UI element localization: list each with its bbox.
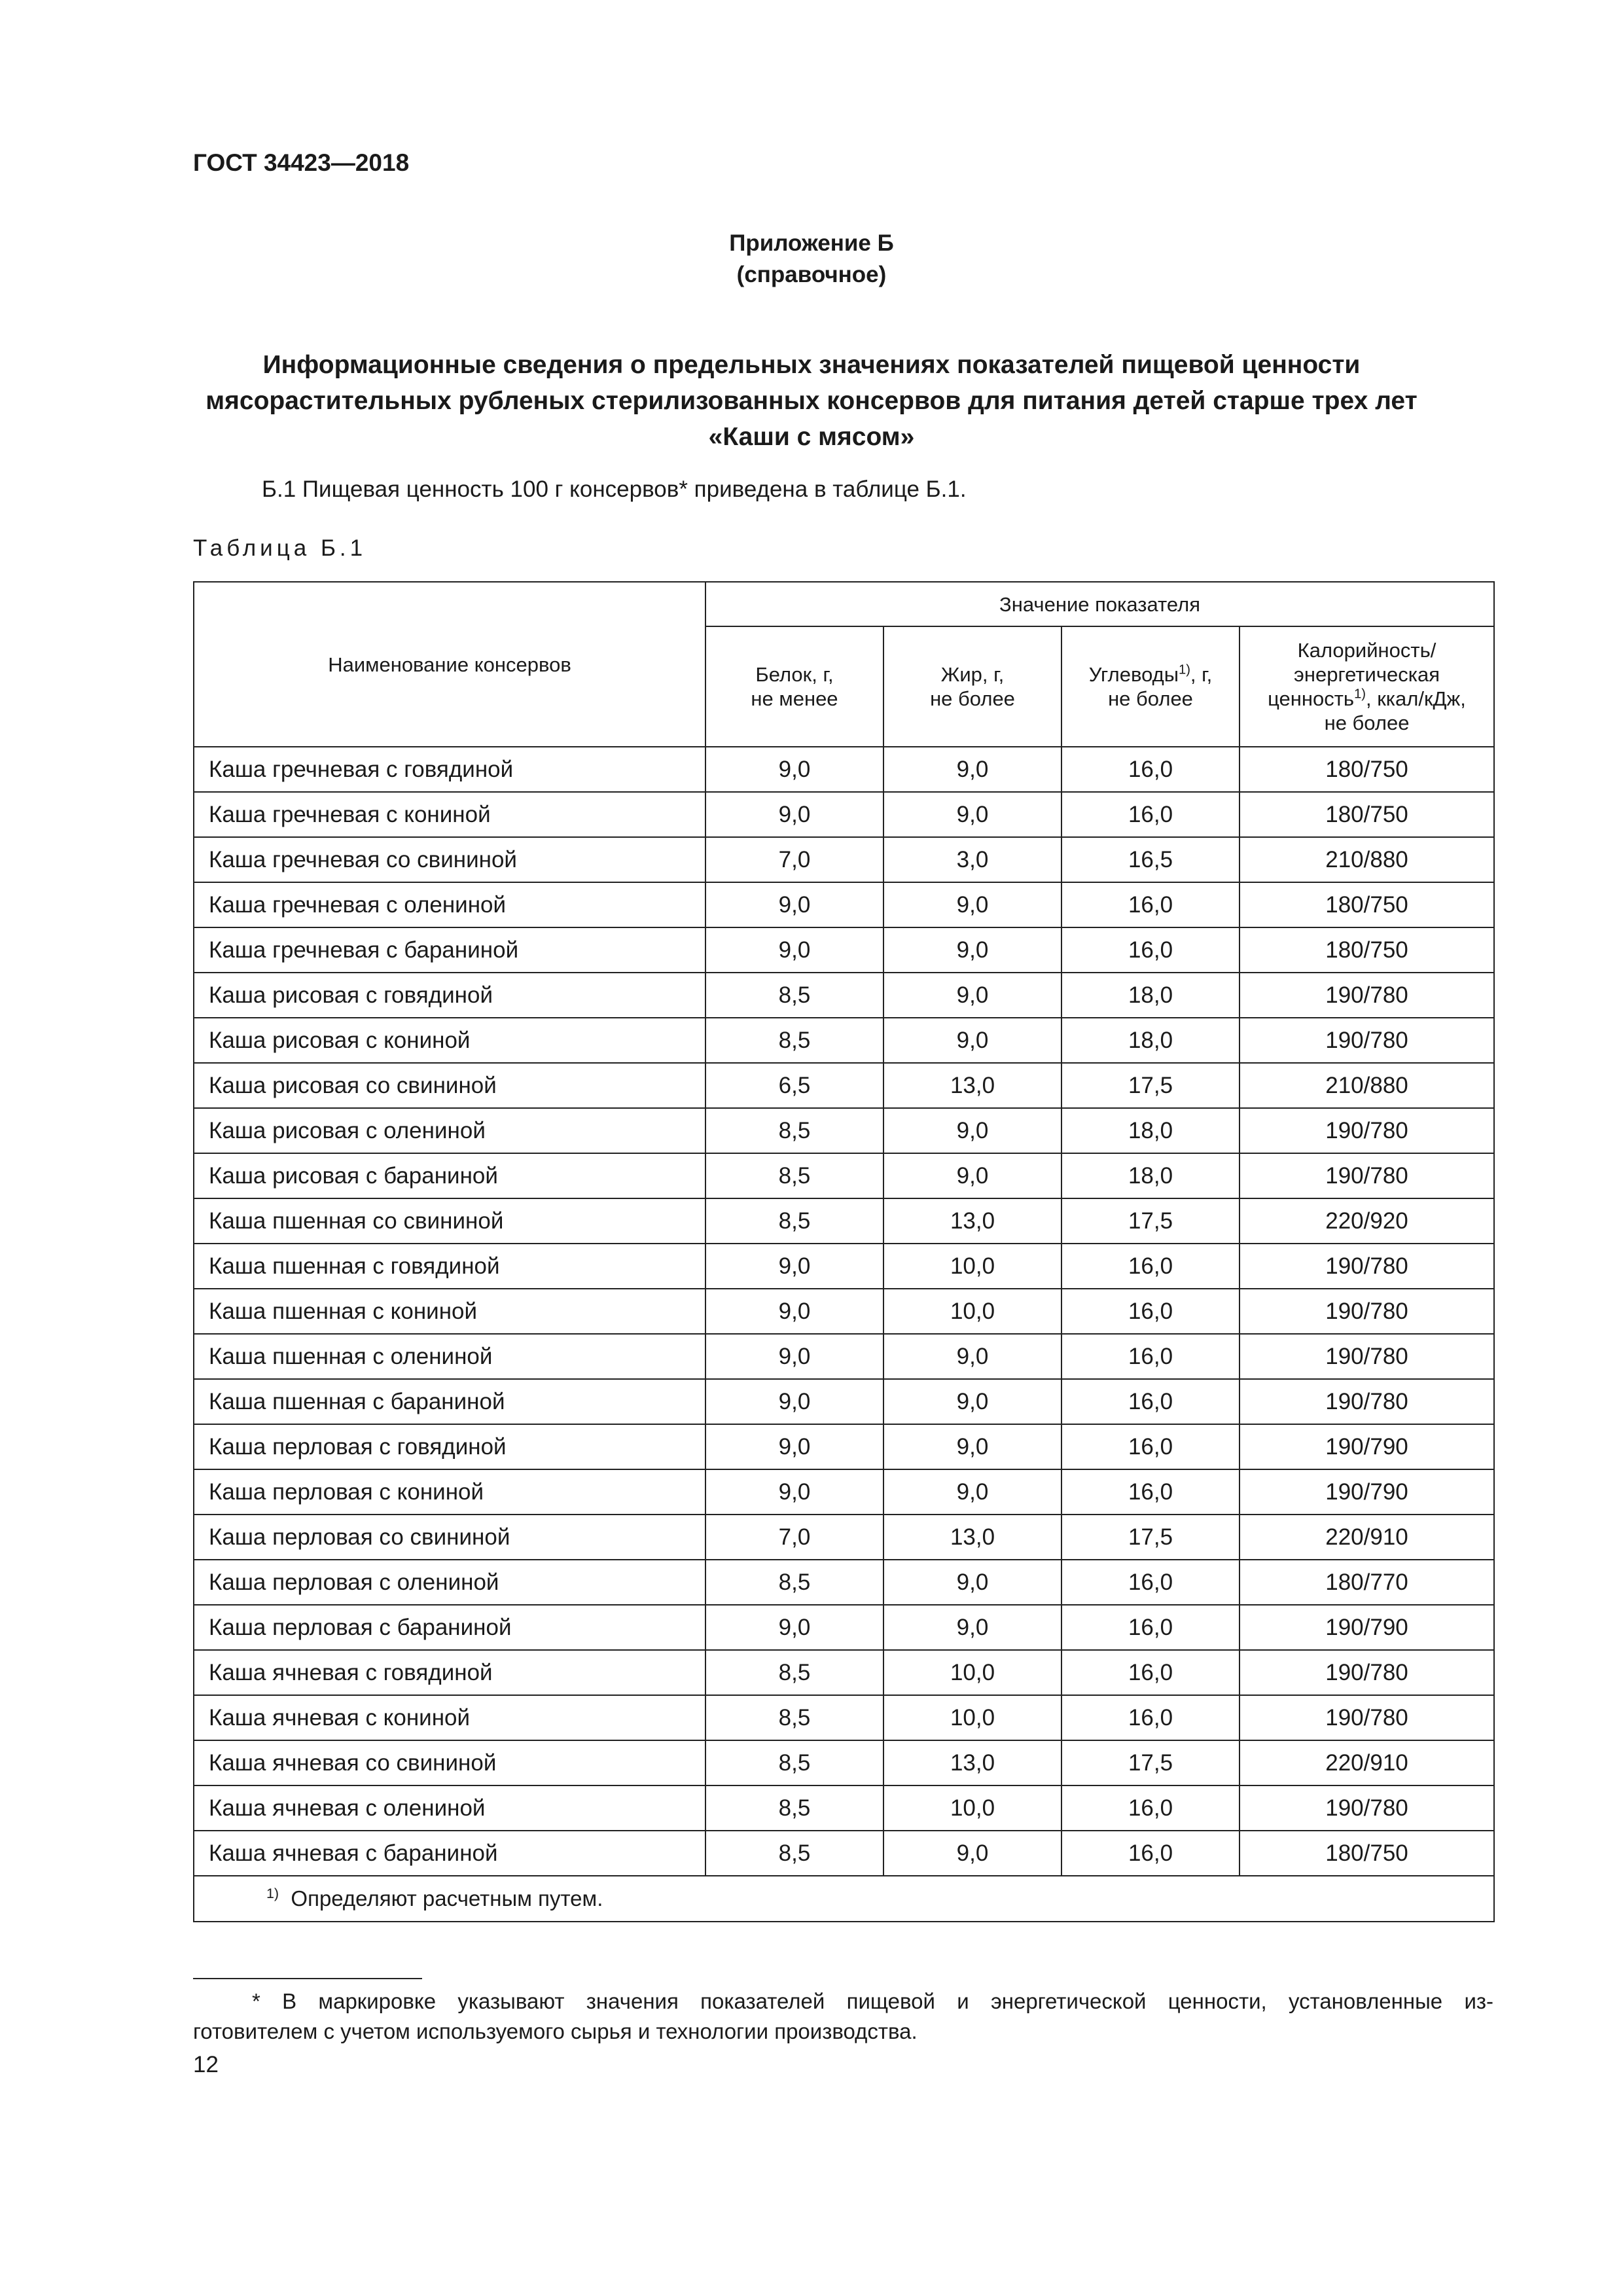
carbohydrates-cell: 16,0 [1061, 792, 1240, 837]
protein-cell: 9,0 [705, 1379, 883, 1424]
carbohydrates-cell: 16,0 [1061, 1605, 1240, 1650]
appendix-line-1: Приложение Б [729, 230, 894, 256]
energy-cell: 180/750 [1240, 792, 1494, 837]
energy-cell: 190/780 [1240, 1244, 1494, 1289]
protein-cell: 9,0 [705, 1244, 883, 1289]
product-name-cell: Каша гречневая с кониной [194, 792, 705, 837]
fat-cell: 3,0 [883, 837, 1061, 882]
fat-cell: 9,0 [883, 882, 1061, 927]
header-protein: Белок, г, не менее [705, 626, 883, 747]
energy-cell: 190/790 [1240, 1424, 1494, 1469]
protein-cell: 8,5 [705, 1560, 883, 1605]
page-footnote-line-2: готовителем с учетом используемого сырья и технологии производства. [193, 2019, 918, 2043]
fat-cell: 9,0 [883, 973, 1061, 1018]
fat-cell: 9,0 [883, 927, 1061, 973]
table-row [194, 1560, 1494, 1605]
product-name-cell: Каша рисовая со свининой [194, 1063, 705, 1108]
product-name-cell: Каша ячневая с говядиной [194, 1650, 705, 1695]
appendix-heading [0, 228, 1623, 291]
product-name-cell: Каша ячневая с кониной [194, 1695, 705, 1740]
product-name-cell: Каша гречневая с олениной [194, 882, 705, 927]
carbohydrates-cell: 17,5 [1061, 1740, 1240, 1785]
table-row [194, 1650, 1494, 1695]
document-title [0, 347, 1623, 455]
protein-cell: 8,5 [705, 1198, 883, 1244]
table-row [194, 1063, 1494, 1108]
protein-cell: 8,5 [705, 1785, 883, 1831]
fat-cell: 13,0 [883, 1515, 1061, 1560]
fat-cell: 9,0 [883, 1379, 1061, 1424]
protein-cell: 7,0 [705, 837, 883, 882]
product-name-cell: Каша гречневая с говядиной [194, 747, 705, 792]
table-row [194, 747, 1494, 792]
table-row [194, 973, 1494, 1018]
energy-cell: 180/750 [1240, 1831, 1494, 1876]
fat-cell: 10,0 [883, 1695, 1061, 1740]
protein-cell: 8,5 [705, 973, 883, 1018]
document-standard-header: ГОСТ 34423—2018 [193, 149, 410, 176]
carbohydrates-cell: 16,0 [1061, 1785, 1240, 1831]
fat-cell: 10,0 [883, 1289, 1061, 1334]
fat-cell: 9,0 [883, 1334, 1061, 1379]
product-name-cell: Каша рисовая с кониной [194, 1018, 705, 1063]
energy-cell: 180/750 [1240, 747, 1494, 792]
carbohydrates-cell: 16,0 [1061, 1831, 1240, 1876]
protein-cell: 6,5 [705, 1063, 883, 1108]
energy-cell: 190/790 [1240, 1605, 1494, 1650]
product-name-cell: Каша пшенная с олениной [194, 1334, 705, 1379]
energy-cell: 220/920 [1240, 1198, 1494, 1244]
carbohydrates-cell: 16,0 [1061, 1379, 1240, 1424]
energy-cell: 180/770 [1240, 1560, 1494, 1605]
protein-cell: 9,0 [705, 792, 883, 837]
table-row [194, 1244, 1494, 1289]
energy-cell: 190/780 [1240, 1018, 1494, 1063]
protein-cell: 9,0 [705, 1469, 883, 1515]
product-name-cell: Каша ячневая со свининой [194, 1740, 705, 1785]
table-row [194, 1108, 1494, 1153]
energy-cell: 190/780 [1240, 1108, 1494, 1153]
title-line-2: мясорастительных рубленых стерилизованных консервов для питания детей старше трех лет [205, 387, 1418, 415]
table-row [194, 1018, 1494, 1063]
carbohydrates-cell: 16,0 [1061, 1334, 1240, 1379]
fat-cell: 9,0 [883, 1605, 1061, 1650]
table-row [194, 1289, 1494, 1334]
product-name-cell: Каша перловая с олениной [194, 1560, 705, 1605]
page-footnote-line-1: * В маркировке указывают значения показателей пищевой и энергетической ценности, установленные из- [252, 1989, 1493, 2013]
carbohydrates-cell: 17,5 [1061, 1063, 1240, 1108]
energy-cell: 210/880 [1240, 1063, 1494, 1108]
energy-cell: 220/910 [1240, 1740, 1494, 1785]
fat-cell: 9,0 [883, 747, 1061, 792]
table-row [194, 1469, 1494, 1515]
carbohydrates-cell: 16,0 [1061, 1469, 1240, 1515]
protein-cell: 9,0 [705, 1289, 883, 1334]
fat-cell: 10,0 [883, 1650, 1061, 1695]
fat-cell: 9,0 [883, 1108, 1061, 1153]
carbohydrates-cell: 18,0 [1061, 1153, 1240, 1198]
energy-cell: 180/750 [1240, 882, 1494, 927]
table-row [194, 1424, 1494, 1469]
table-row [194, 1740, 1494, 1785]
energy-cell: 220/910 [1240, 1515, 1494, 1560]
carbohydrates-cell: 16,0 [1061, 1424, 1240, 1469]
product-name-cell: Каша рисовая с бараниной [194, 1153, 705, 1198]
protein-cell: 8,5 [705, 1153, 883, 1198]
energy-cell: 190/780 [1240, 973, 1494, 1018]
product-name-cell: Каша гречневая со свининой [194, 837, 705, 882]
product-name-cell: Каша гречневая с бараниной [194, 927, 705, 973]
carbohydrates-cell: 17,5 [1061, 1515, 1240, 1560]
intro-paragraph: Б.1 Пищевая ценность 100 г консервов* приведена в таблице Б.1. [262, 476, 967, 502]
table-row [194, 1198, 1494, 1244]
header-fat: Жир, г, не более [883, 626, 1061, 747]
table-row [194, 1379, 1494, 1424]
nutrition-table [193, 581, 1495, 1922]
product-name-cell: Каша перловая с бараниной [194, 1605, 705, 1650]
protein-cell: 8,5 [705, 1695, 883, 1740]
energy-cell: 190/780 [1240, 1650, 1494, 1695]
product-name-cell: Каша ячневая с бараниной [194, 1831, 705, 1876]
table-row [194, 1334, 1494, 1379]
fat-cell: 9,0 [883, 792, 1061, 837]
protein-cell: 8,5 [705, 1740, 883, 1785]
fat-cell: 9,0 [883, 1424, 1061, 1469]
product-name-cell: Каша перловая с кониной [194, 1469, 705, 1515]
energy-cell: 190/780 [1240, 1785, 1494, 1831]
fat-cell: 10,0 [883, 1785, 1061, 1831]
carbohydrates-cell: 16,0 [1061, 1695, 1240, 1740]
carbohydrates-cell: 16,0 [1061, 882, 1240, 927]
protein-cell: 9,0 [705, 1605, 883, 1650]
carbohydrates-cell: 16,0 [1061, 747, 1240, 792]
footnote-marker: 1) [1179, 662, 1190, 677]
product-name-cell: Каша пшенная с кониной [194, 1289, 705, 1334]
fat-cell: 9,0 [883, 1469, 1061, 1515]
fat-cell: 13,0 [883, 1063, 1061, 1108]
table-row [194, 882, 1494, 927]
carbohydrates-cell: 18,0 [1061, 1108, 1240, 1153]
energy-cell: 190/780 [1240, 1379, 1494, 1424]
fat-cell: 13,0 [883, 1198, 1061, 1244]
fat-cell: 9,0 [883, 1831, 1061, 1876]
title-line-3: «Каши с мясом» [708, 423, 915, 451]
protein-cell: 9,0 [705, 1424, 883, 1469]
fat-cell: 9,0 [883, 1560, 1061, 1605]
protein-cell: 9,0 [705, 747, 883, 792]
page-footnote [193, 1986, 1493, 2047]
product-name-cell: Каша перловая с говядиной [194, 1424, 705, 1469]
table-row [194, 1153, 1494, 1198]
appendix-line-2: (справочное) [736, 262, 887, 287]
protein-cell: 8,5 [705, 1018, 883, 1063]
table-row [194, 1695, 1494, 1740]
table-footnote: $^{1)}$ Определяют расчетным путем. [194, 1876, 1494, 1922]
energy-cell: 190/780 [1240, 1334, 1494, 1379]
energy-cell: 180/750 [1240, 927, 1494, 973]
product-name-cell: Каша рисовая с олениной [194, 1108, 705, 1153]
footnote-marker: 1) [1354, 687, 1366, 702]
protein-cell: 7,0 [705, 1515, 883, 1560]
table-label: Таблица Б.1 [193, 535, 367, 561]
energy-cell: 190/780 [1240, 1695, 1494, 1740]
fat-cell: 9,0 [883, 1153, 1061, 1198]
header-energy-value: Калорийность/ энергетическая ценность$^{1)}$, ккал/кДж, не более [1240, 626, 1494, 747]
protein-cell: 9,0 [705, 927, 883, 973]
carbohydrates-cell: 16,0 [1061, 1289, 1240, 1334]
carbohydrates-cell: 16,5 [1061, 837, 1240, 882]
fat-cell: 13,0 [883, 1740, 1061, 1785]
protein-cell: 8,5 [705, 1108, 883, 1153]
table-row [194, 837, 1494, 882]
product-name-cell: Каша перловая со свининой [194, 1515, 705, 1560]
protein-cell: 9,0 [705, 882, 883, 927]
product-name-cell: Каша пшенная с бараниной [194, 1379, 705, 1424]
protein-cell: 9,0 [705, 1334, 883, 1379]
header-indicator-group: Значение показателя [705, 582, 1494, 626]
table-row [194, 792, 1494, 837]
title-line-1: Информационные сведения о предельных значениях показателей пищевой ценности [262, 351, 1361, 379]
fat-cell: 9,0 [883, 1018, 1061, 1063]
carbohydrates-cell: 16,0 [1061, 1650, 1240, 1695]
energy-cell: 210/880 [1240, 837, 1494, 882]
table-row [194, 1515, 1494, 1560]
product-name-cell: Каша ячневая с олениной [194, 1785, 705, 1831]
page-number: 12 [193, 2052, 219, 2077]
protein-cell: 8,5 [705, 1831, 883, 1876]
header-product-name: Наименование консервов [194, 582, 705, 747]
fat-cell: 10,0 [883, 1244, 1061, 1289]
footnote-separator [193, 1978, 422, 1979]
footnote-marker: 1) [266, 1886, 279, 1901]
table-row [194, 1831, 1494, 1876]
table-row [194, 1605, 1494, 1650]
carbohydrates-cell: 16,0 [1061, 927, 1240, 973]
protein-cell: 8,5 [705, 1650, 883, 1695]
carbohydrates-cell: 17,5 [1061, 1198, 1240, 1244]
carbohydrates-cell: 18,0 [1061, 1018, 1240, 1063]
energy-cell: 190/780 [1240, 1153, 1494, 1198]
table-row [194, 927, 1494, 973]
product-name-cell: Каша пшенная с говядиной [194, 1244, 705, 1289]
product-name-cell: Каша рисовая с говядиной [194, 973, 705, 1018]
carbohydrates-cell: 18,0 [1061, 973, 1240, 1018]
header-carbohydrates: Углеводы$^{1)}$, г, не более [1061, 626, 1240, 747]
energy-cell: 190/780 [1240, 1289, 1494, 1334]
product-name-cell: Каша пшенная со свининой [194, 1198, 705, 1244]
energy-cell: 190/790 [1240, 1469, 1494, 1515]
carbohydrates-cell: 16,0 [1061, 1560, 1240, 1605]
table-row [194, 1785, 1494, 1831]
carbohydrates-cell: 16,0 [1061, 1244, 1240, 1289]
